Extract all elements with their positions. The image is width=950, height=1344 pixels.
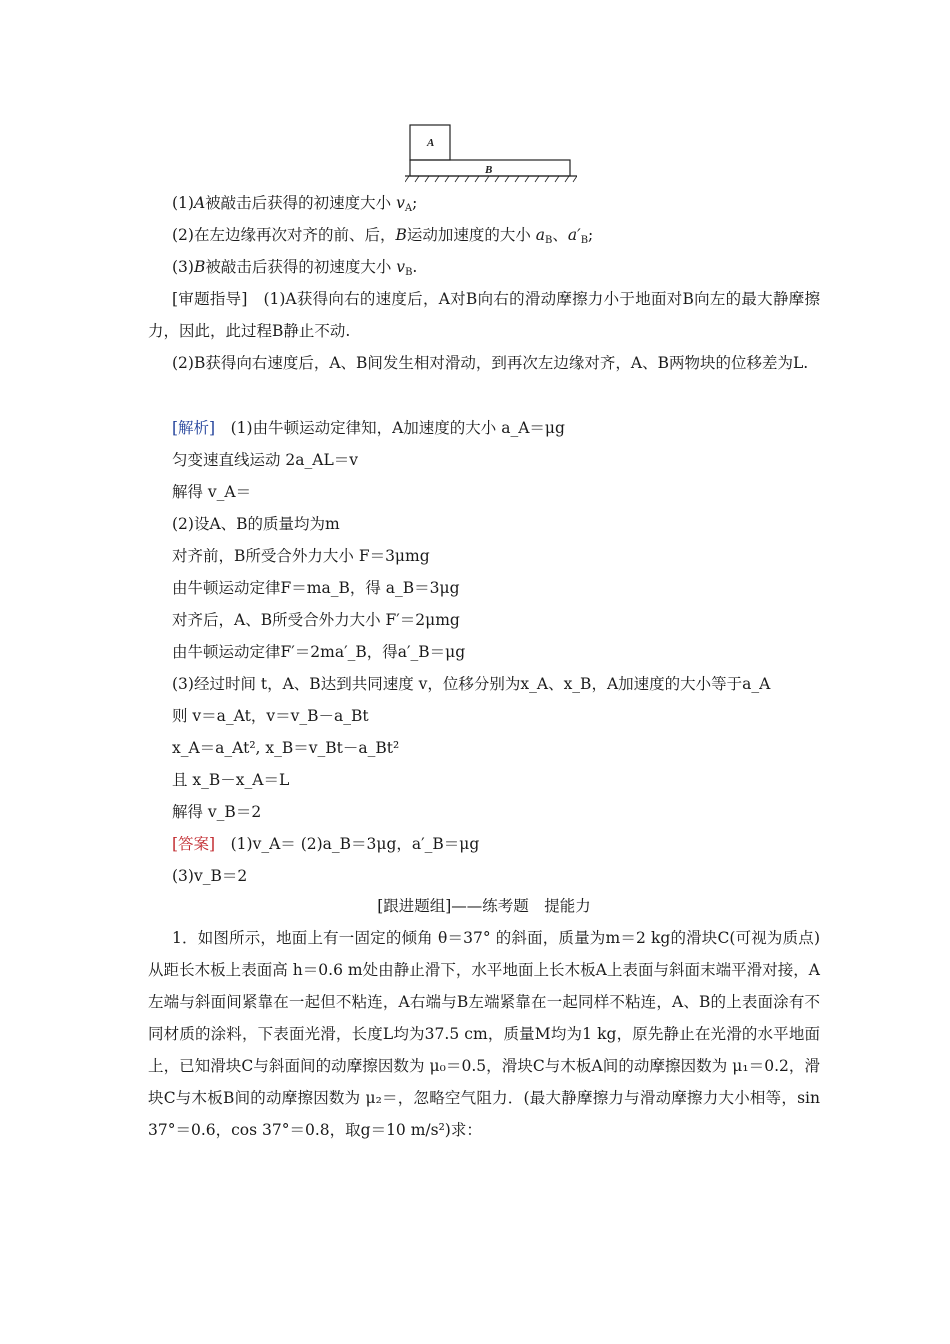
block-a-label: A bbox=[427, 137, 435, 149]
guide-paragraph-2: (2)B获得向右速度后，A、B间发生相对滑动，到再次左边缘对齐，A、B两物块的位移差为L. bbox=[172, 354, 809, 372]
solution-line-1: [解析] (1)由牛顿运动定律知，A加速度的大小 a_A＝μg bbox=[172, 419, 565, 437]
solution-line-12: 且 x_B－x_A＝L bbox=[172, 771, 290, 789]
block-b-label: B bbox=[485, 164, 493, 176]
answer-line-1: [答案] (1)v_A＝ (2)a_B＝3μg，a′_B＝μg bbox=[172, 835, 480, 853]
blocks-figure bbox=[405, 122, 577, 184]
solution-line-13: 解得 v_B＝2 bbox=[172, 803, 262, 821]
guide-tag: [审题指导] bbox=[172, 290, 248, 308]
solution-line-11: x_A＝a_At², x_B＝v_Bt－a_Bt² bbox=[172, 739, 400, 757]
ground-hatching bbox=[405, 176, 577, 182]
solution-line-4: (2)设A、B的质量均为m bbox=[172, 515, 340, 533]
answer-line-2: (3)v_B＝2 bbox=[172, 867, 248, 885]
solution-line-6: 由牛顿运动定律F＝ma_B，得 a_B＝3μg bbox=[172, 579, 460, 597]
answer-tag: [答案] bbox=[172, 835, 216, 853]
section-title: [跟进题组]——练考题 提能力 bbox=[377, 897, 591, 915]
solution-line-7: 对齐后，A、B所受合外力大小 F′＝2μmg bbox=[172, 611, 460, 629]
solution-line-5: 对齐前，B所受合外力大小 F＝3μmg bbox=[172, 547, 430, 565]
solution-tag: [解析] bbox=[172, 419, 216, 437]
solution-line-2: 匀变速直线运动 2a_AL＝v bbox=[172, 451, 359, 469]
solution-line-9: (3)经过时间 t，A、B达到共同速度 v，位移分别为x_A、x_B，A加速度的大小等于a_A bbox=[172, 675, 771, 693]
solution-line-8: 由牛顿运动定律F′＝2ma′_B，得a′_B＝μg bbox=[172, 643, 466, 661]
question-3: (3)B被敲击后获得的初速度大小 $v_B$. bbox=[172, 258, 418, 278]
question-1: (1)A被敲击后获得的初速度大小 $v_A$; bbox=[172, 194, 418, 214]
solution-line-3: 解得 v_A＝ bbox=[172, 483, 252, 501]
problem-1: 1．如图所示，地面上有一固定的倾角 θ＝37° 的斜面，质量为m＝2 kg的滑块C(可视为质点)从距长木板上表面高 h＝0.6 m处由静止滑下，水平地面上长木板A上表面与斜面末端平滑对接，A左端与斜面间紧靠在一起但不粘连，A右端与B左端紧靠在一起同样不粘连，A、B的上表面涂有不同材质的涂料，下表面光滑，长度L均为37.5 cm，质量M均为1 kg，原先静止在光滑的水平地面上，已知滑块C与斜面间的动摩擦因数为 μ₀＝0.5，滑块C与木板A间的动摩擦因数为 μ₁＝0.2，滑块C与木板B间的动摩擦因数为 μ₂＝，忽略空气阻力．(最大静摩擦力与滑动摩擦力大小相等，sin 37°＝0.6，cos 37°＝0.8，取g＝10 m/s²)求： bbox=[148, 929, 820, 1139]
guide-paragraph-1: [审题指导] (1)A获得向右的速度后，A对B向右的滑动摩擦力小于地面对B向左的最大静摩擦力，因此，此过程B静止不动. bbox=[148, 290, 820, 340]
question-2: (2)在左边缘再次对齐的前、后，B运动加速度的大小 $a_B$、$a'_B$; bbox=[172, 226, 594, 246]
solution-line-10: 则 v＝a_At，v＝v_B－a_Bt bbox=[172, 707, 369, 725]
